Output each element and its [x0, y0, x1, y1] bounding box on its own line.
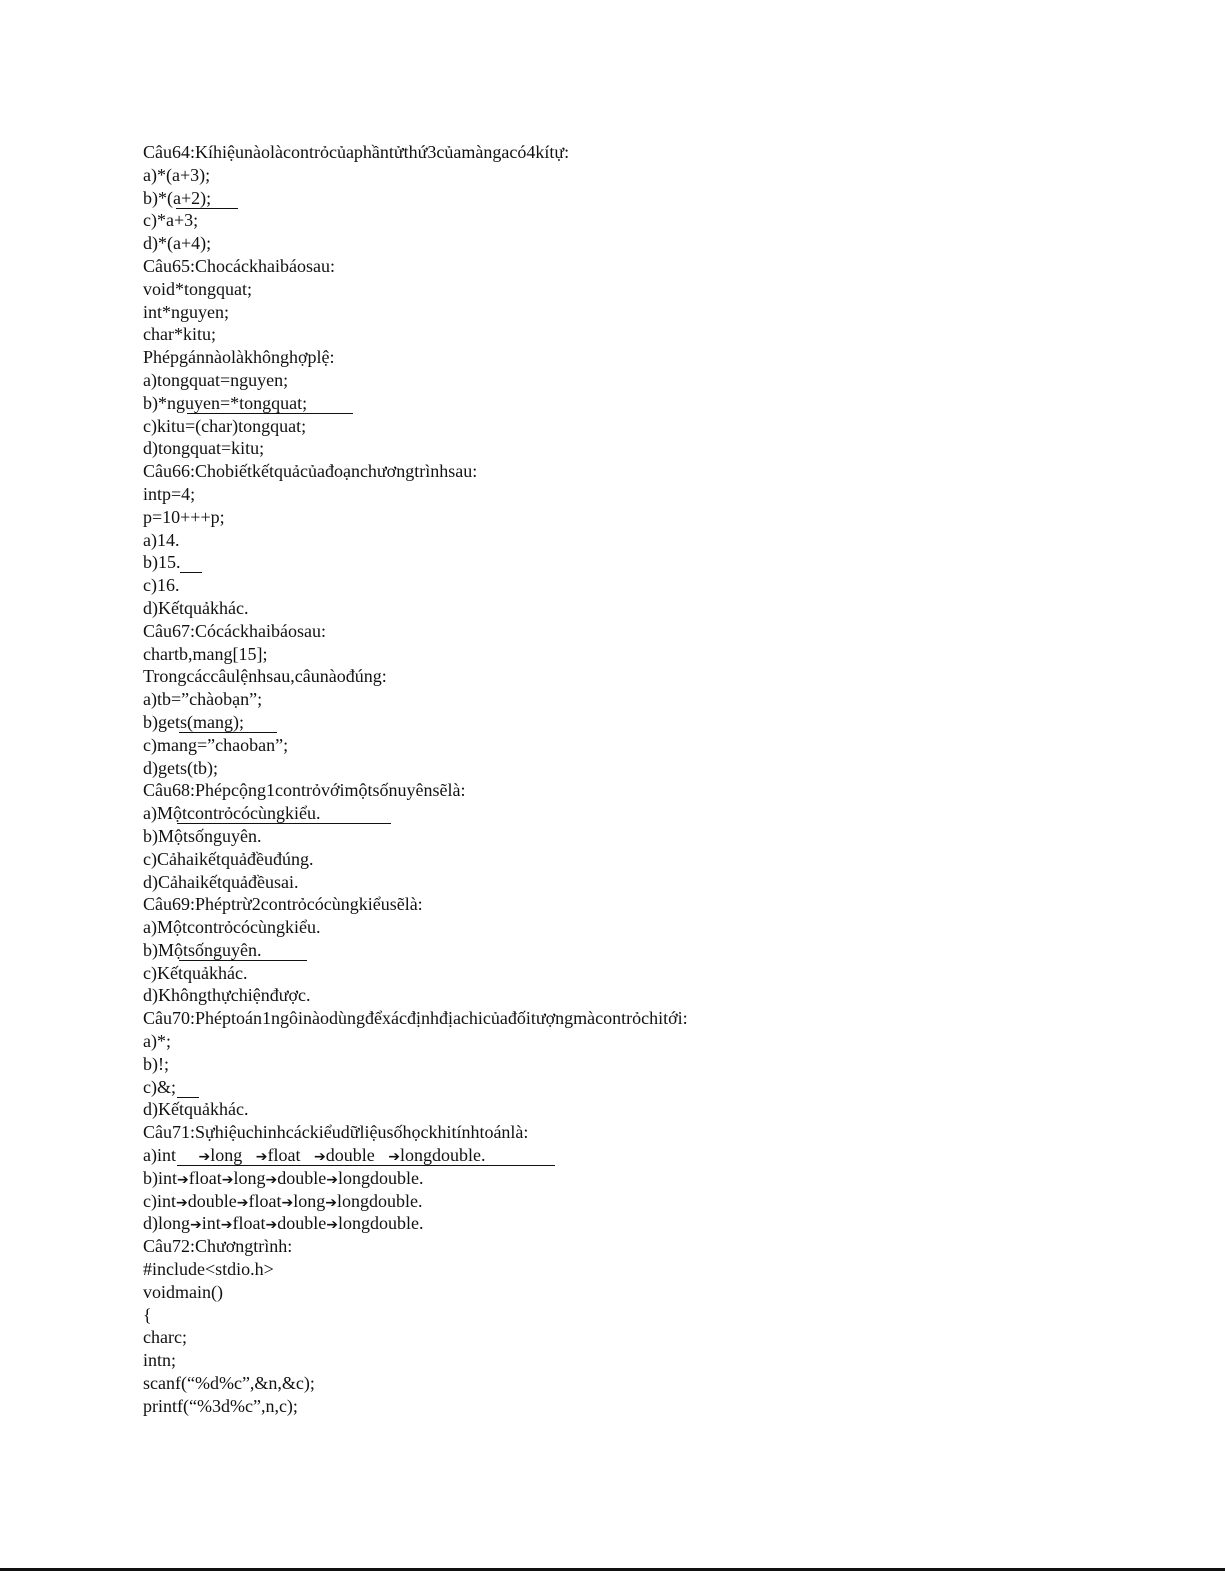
code-line: #include<stdio.h> — [143, 1259, 274, 1280]
answer-d: d)Khôngthựchiệnđược. — [143, 985, 311, 1006]
answer-d: d)long➔int➔float➔double➔longdouble. — [143, 1213, 424, 1234]
arrow-icon: ➔ — [313, 1149, 326, 1166]
answer-c-correct: c)&; — [143, 1076, 1143, 1099]
code-line: chartb,mang[15]; — [143, 643, 268, 664]
arrow-icon: ➔ — [325, 1194, 337, 1211]
code-line: scanf(“%d%c”,&n,&c); — [143, 1373, 315, 1394]
answer-a: a)Mộtcontrỏcócùngkiểu. — [143, 917, 321, 938]
arrow-icon: ➔ — [220, 1217, 233, 1234]
arrow-icon: ➔ — [326, 1171, 338, 1188]
answer-d: d)*(a+4); — [143, 233, 212, 254]
code-line: voidmain() — [143, 1281, 223, 1302]
question-prompt: Phépgánnàolàkhônghợplệ: — [143, 347, 335, 368]
answer-b-correct: b)15. — [143, 551, 1143, 574]
code-line: int*nguyen; — [143, 301, 229, 322]
arrow-icon: ➔ — [281, 1194, 294, 1211]
answer-c: c)Kếtquảkhác. — [143, 962, 248, 983]
code-line: charc; — [143, 1327, 187, 1348]
arrow-icon: ➔ — [265, 1217, 278, 1234]
answer-c: c)*a+3; — [143, 210, 199, 231]
answer-c: c)int➔double➔float➔long➔longdouble. — [143, 1190, 423, 1211]
question-68: Câu68:Phépcộng1contrỏvớimộtsốnuyênsẽlà: — [143, 780, 466, 801]
question-66: Câu66:Chobiếtkếtquảcủađoạnchươngtrìnhsau: — [143, 461, 478, 482]
answer-b: b)Mộtsốnguyên. — [143, 825, 262, 846]
arrow-icon: ➔ — [190, 1217, 202, 1234]
code-line: p=10+++p; — [143, 506, 225, 527]
answer-d: d)gets(tb); — [143, 757, 218, 778]
answer-a: a)tongquat=nguyen; — [143, 369, 289, 390]
answer-a: a)*; — [143, 1031, 171, 1052]
answer-c: c)mang=”chaoban”; — [143, 734, 289, 755]
answer-b-correct: b)*nguyen=*tongquat; — [143, 392, 1143, 415]
question-prompt: Trongcáccâulệnhsau,câunàođúng: — [143, 666, 387, 687]
answer-a-correct: a)int ➔long ➔float ➔double ➔longdouble. — [143, 1144, 1143, 1167]
code-line: void*tongquat; — [143, 278, 252, 299]
page-bottom-rule — [0, 1568, 1225, 1571]
answer-a: a)14. — [143, 529, 180, 550]
answer-b: b)int➔float➔long➔double➔longdouble. — [143, 1167, 424, 1188]
answer-d: d)tongquat=kitu; — [143, 438, 265, 459]
document-body — [143, 141, 1143, 1418]
answer-a: a)*(a+3); — [143, 164, 211, 185]
answer-b: b)!; — [143, 1053, 169, 1074]
arrow-icon: ➔ — [236, 1194, 249, 1211]
answer-b-correct: b)*(a+2); — [143, 187, 1143, 210]
answer-b-correct: b)Mộtsốnguyên. — [143, 939, 1143, 962]
answer-d: d)Kếtquảkhác. — [143, 597, 249, 618]
answer-a-correct: a)Mộtcontrỏcócùngkiểu. — [143, 802, 1143, 825]
code-line: intn; — [143, 1350, 177, 1371]
answer-d: d)Cảhaikếtquảđềusai. — [143, 871, 299, 892]
question-72: Câu72:Chươngtrình: — [143, 1236, 293, 1257]
question-67: Câu67:Cócáckhaibáosau: — [143, 620, 326, 641]
arrow-icon: ➔ — [198, 1149, 211, 1166]
arrow-icon: ➔ — [177, 1171, 189, 1188]
arrow-icon: ➔ — [221, 1171, 234, 1188]
answer-c: c)Cảhaikếtquảđềuđúng. — [143, 848, 314, 869]
arrow-icon: ➔ — [326, 1217, 338, 1234]
arrow-icon: ➔ — [255, 1149, 268, 1166]
answer-c: c)16. — [143, 575, 180, 596]
answer-c: c)kitu=(char)tongquat; — [143, 415, 307, 436]
arrow-icon: ➔ — [176, 1194, 188, 1211]
answer-d: d)Kếtquảkhác. — [143, 1099, 249, 1120]
arrow-icon: ➔ — [388, 1149, 400, 1166]
question-65: Câu65:Chocáckhaibáosau: — [143, 255, 335, 276]
question-71: Câu71:Sựhiệuchinhcáckiểudữliệusốhọckhitínhtoánlà: — [143, 1122, 529, 1143]
question-64: Câu64:Kíhiệunàolàcontrỏcủaphầntửthứ3củamàngacó4kítự: — [143, 142, 570, 162]
code-line: char*kitu; — [143, 324, 216, 345]
code-line: printf(“%3d%c”,n,c); — [143, 1395, 298, 1416]
question-70: Câu70:Phéptoán1ngôinàodùngđểxácđịnhđịachicủađốitượngmàcontrỏchitới: — [143, 1008, 688, 1029]
code-line: intp=4; — [143, 483, 196, 504]
code-line: { — [143, 1304, 152, 1325]
answer-a: a)tb=”chàobạn”; — [143, 689, 263, 710]
answer-b-correct: b)gets(mang); — [143, 711, 1143, 734]
question-69: Câu69:Phéptrừ2contrỏcócùngkiểusẽlà: — [143, 894, 423, 915]
arrow-icon: ➔ — [265, 1171, 278, 1188]
